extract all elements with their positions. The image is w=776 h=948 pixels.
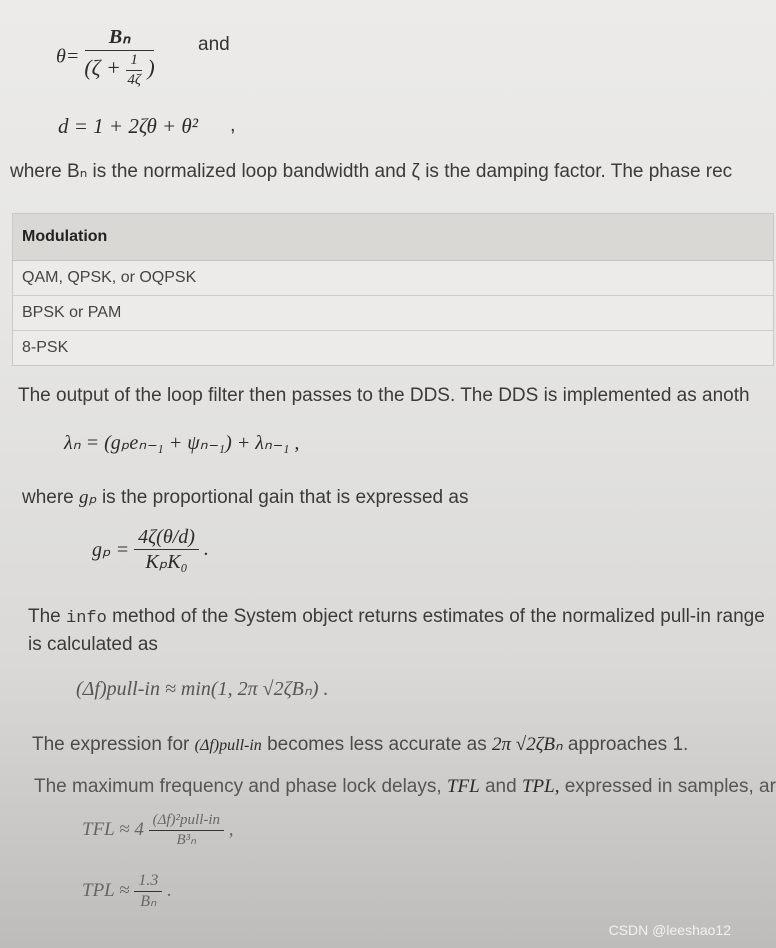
one-over-4zeta (126, 52, 142, 88)
delay-before: The maximum frequency and phase lock delays, (34, 776, 442, 797)
tpl-tail: . (167, 880, 172, 902)
tpl-numerator: 1.3 (134, 872, 162, 892)
tfl-denominator: B³ₙ (176, 831, 197, 848)
gp-desc-after: is the proportional gain that is expressed as (101, 487, 469, 508)
lambda-formula: λₙ = (gₚeₙ₋₁ + ψₙ₋₁) + λₙ₋₁ , (64, 432, 300, 454)
table-header-modulation: Modulation (22, 228, 108, 245)
info-before: The (28, 606, 61, 627)
theta-den-open: (ζ + (84, 55, 121, 81)
expr-before: The expression for (32, 734, 190, 755)
theta-denominator (84, 51, 154, 88)
gp-fraction (134, 526, 199, 573)
table-cell: QAM, QPSK, or OQPSK (22, 269, 197, 286)
tpl-fraction (134, 872, 162, 910)
gp-tail: . (203, 538, 209, 560)
expr-pullin-math: (Δf)pull-in (194, 737, 262, 754)
frac-one: 1 (126, 52, 142, 71)
theta-numerator: Bₙ (85, 26, 154, 51)
tfl-numerator: (Δf)²pull-in (149, 812, 224, 831)
delay-and: and (484, 776, 517, 797)
theta-den-close: ) (147, 55, 155, 81)
max-delay-text (34, 776, 776, 798)
theta-formula (56, 26, 155, 88)
tpl-symbol: TPL, (521, 776, 560, 797)
gp-lhs: gₚ = (92, 539, 130, 561)
tfl-lhs: TFL ≈ 4 (82, 819, 144, 840)
tpl-formula (82, 872, 172, 910)
table-row (13, 331, 773, 365)
bandwidth-description: where Bₙ is the normalized loop bandwidth and ζ is the damping factor. The phase rec (10, 161, 733, 182)
theta-fraction (84, 26, 154, 88)
gp-desc-before: where (22, 487, 74, 508)
tfl-formula (82, 812, 234, 848)
tfl-tail: , (228, 819, 234, 840)
modulation-table (12, 213, 774, 366)
tpl-lhs: TPL ≈ (82, 880, 130, 902)
gp-symbol: gₚ (79, 487, 97, 508)
table-row (13, 261, 773, 296)
expr-after: approaches 1. (567, 734, 689, 755)
theta-lhs: θ= (56, 45, 80, 68)
delay-after: expressed in samples, ar (564, 776, 776, 797)
and-label: and (198, 34, 230, 55)
expr-sqrt-math: 2π √2ζBₙ (492, 734, 563, 755)
csdn-watermark: CSDN @leeshao12 (608, 922, 731, 938)
expression-accuracy-text (32, 733, 688, 756)
loop-filter-text: The output of the loop filter then passes to the DDS. The DDS is implemented as anoth (18, 385, 750, 406)
gp-formula (92, 526, 209, 573)
info-after: method of the System object returns estimates of the normalized pull-in range (112, 606, 765, 627)
expr-middle: becomes less accurate as (267, 734, 487, 755)
info-code: info (66, 609, 107, 628)
gp-description (22, 486, 468, 509)
gp-numerator: 4ζ(θ/d) (134, 526, 199, 550)
gp-denominator: KₚK₀ (145, 551, 188, 573)
tpl-denominator: Bₙ (140, 892, 157, 910)
frac-4zeta: 4ζ (127, 71, 141, 88)
d-formula: d = 1 + 2ζθ + θ² (58, 114, 199, 138)
table-cell: BPSK or PAM (22, 304, 122, 321)
d-formula-comma: , (230, 114, 236, 136)
pullin-formula: (Δf)pull-in ≈ min(1, 2π √2ζBₙ) . (76, 678, 329, 700)
info-method-text (28, 606, 765, 628)
tfl-fraction (149, 812, 224, 848)
table-header (13, 214, 773, 261)
table-cell: 8-PSK (22, 339, 69, 356)
info-method-text-line2: is calculated as (28, 634, 158, 655)
table-row (13, 296, 773, 331)
tfl-symbol: TFL (446, 776, 480, 797)
